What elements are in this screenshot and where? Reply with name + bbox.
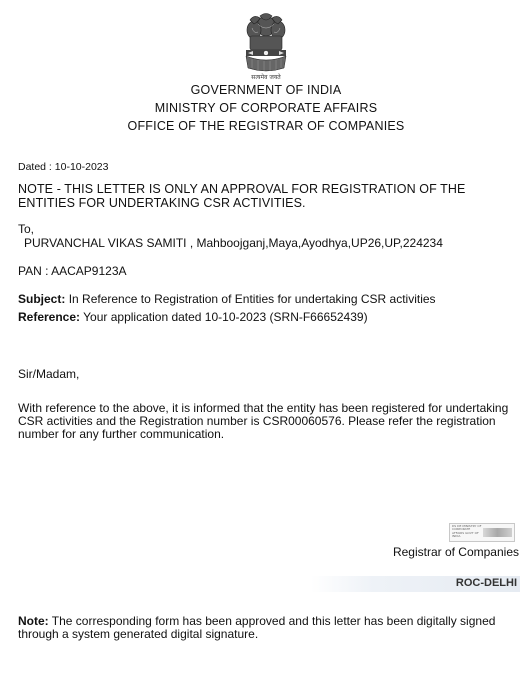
digital-signature-stamp [449, 523, 515, 542]
government-heading: GOVERNMENT OF INDIA [190, 83, 342, 97]
subject-line [18, 292, 436, 306]
pan-number: PAN : AACAP9123A [18, 264, 127, 278]
ministry-heading: MINISTRY OF CORPORATE AFFAIRS [154, 101, 378, 115]
subject-text: In Reference to Registration of Entities for undertaking CSR activities [68, 292, 436, 306]
subject-label: Subject: [18, 292, 66, 306]
approval-note-line2: ENTITIES FOR UNDERTAKING CSR ACTIVITIES. [18, 196, 306, 210]
footer-note-label: Note: [18, 614, 49, 628]
reference-line [18, 310, 368, 324]
reference-text: Your application dated 10-10-2023 (SRN-F66652439) [83, 310, 368, 324]
to-label: To, [18, 222, 35, 236]
roc-office-bar [311, 576, 520, 592]
signatory-title: Registrar of Companies [392, 545, 519, 559]
approval-note-line1: NOTE - THIS LETTER IS ONLY AN APPROVAL FOR REGISTRATION OF THE [18, 182, 466, 196]
office-heading: OFFICE OF THE REGISTRAR OF COMPANIES [127, 119, 405, 133]
footer-note-text: The corresponding form has been approved and this letter has been digitally signed [51, 614, 496, 628]
body-line1: With reference to the above, it is informed that the entity has been registered for undertaking [18, 401, 509, 415]
body-line3: number for any further communication. [18, 427, 225, 441]
reference-label: Reference: [18, 310, 81, 324]
national-emblem-icon [236, 12, 296, 82]
roc-office: ROC-DELHI [455, 577, 517, 589]
salutation: Sir/Madam, [18, 367, 80, 381]
footer-note-line2: through a system generated digital signature. [18, 627, 259, 641]
signature-stamp-text: DS DE MINISTRY OF CORPORATE AFFAIRS GOVT OF INDIA [452, 525, 482, 538]
body-line2: CSR activities and the Registration number is CSR00060576. Please refer the registration [18, 414, 496, 428]
letter-date: Dated : 10-10-2023 [18, 161, 109, 173]
footer-note-line1 [18, 614, 495, 628]
signature-blur [483, 528, 512, 537]
addressee: PURVANCHAL VIKAS SAMITI , Mahboojganj,Maya,Ayodhya,UP26,UP,224234 [24, 236, 443, 250]
emblem-motto: सत्यमेव जयते [251, 74, 281, 81]
